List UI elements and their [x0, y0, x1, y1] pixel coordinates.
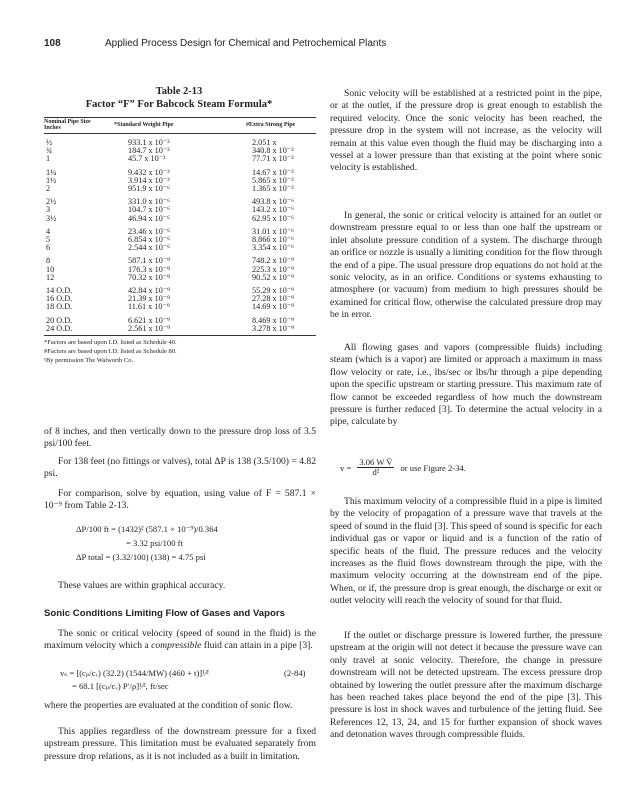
table-row: 6 2.544 x 10⁻⁶ 3.354 x 10⁻⁶ [46, 243, 294, 253]
left-paragraph-1: of 8 inches, and then vertically down to the pressure drop loss of 3.5 psi/100 feet. [44, 426, 316, 450]
table-row: 5 6.854 x 10⁻⁶ 8.866 x 10⁻⁶ [46, 235, 294, 245]
page-number: 108 [44, 38, 61, 49]
equation-sonic-velocity-simplified: = 68.1 [(cₚ/cᵥ) P′/ρ]¹⁄², ft/sec [72, 681, 169, 691]
equation-tail: or use Figure 2-34. [400, 462, 466, 473]
left-paragraph-3: For comparison, solve by equation, using value of F = 587.1 × 10⁻⁹ from Table 2-13. [44, 488, 316, 512]
equation-dp-per-100ft: ΔP/100 ft = (1432)² (587.1 × 10⁻⁹)/0.364 [76, 524, 218, 534]
equation-dp-result: = 3.32 psi/100 ft [126, 538, 183, 548]
table-row: 1 45.7 x 10⁻³ 77.71 x 10⁻³ [46, 154, 294, 164]
equation-dp-total: ΔP total = (3.32/100) (138) = 4.75 psi [76, 552, 206, 562]
factor-table [44, 117, 316, 336]
right-paragraph-5: If the outlet or discharge pressure is lowered further, the pressure upstream at the origin will not detect it because the pressure wave can only travel at sonic velocity. Therefore, the change in pressure downstream will not be detected upstream. The excess pressure drop obtained by lowering the outlet pressure after the maximum discharge has been reached takes place beyond the end of the pipe [3]. This pressure is lost in shock waves and turbulence of the jetting fluid. See References 12, 13, 24, and 15 for further expansion of shock waves and detonation waves through compressible fluids. [330, 630, 602, 741]
table-row: 14 O.D. 42.84 x 10⁻⁹ 55.29 x 10⁻⁹ [46, 286, 294, 296]
table-row: 16 O.D. 21.39 x 10⁻⁹ 27.28 x 10⁻⁹ [46, 294, 294, 304]
table-row: 1½ 3.914 x 10⁻³ 5.865 x 10⁻³ [46, 175, 294, 185]
table-row: 18 O.D. 11.61 x 10⁻⁹ 14.69 x 10⁻⁹ [46, 302, 294, 312]
velocity-equation [340, 458, 466, 477]
equation-sonic-velocity: vₛ = [(cₚ/cᵥ) (32.2) (1544/MW) (460 + t)]¹⁄² [60, 668, 209, 678]
right-paragraph-4: This maximum velocity of a compressible fluid in a pipe is limited by the velocity of propagation of a pressure wave that travels at the speed of sound in the fluid [3]. This speed of sound is specific for each individual gas or vapor or liquid and is a function of the ratio of specific heats of the fluid. The pressure reduces and the velocity increases as the fluid flows downstream through the pipe, with the maximum velocity occurring at the downstream end of the pipe. When, or if, the pressure drop is great enough, the discharge or exit or outlet velocity will reach the velocity of sound for that fluid. [330, 496, 602, 607]
table-label: Table 2-13 [155, 86, 203, 97]
left-paragraph-6: where the properties are evaluated at the condition of sonic flow. [44, 700, 293, 711]
table-row: 2 951.9 x 10⁻⁶ 1.365 x 10⁻³ [46, 184, 294, 194]
equation-denominator: d² [372, 467, 380, 477]
table-row: 1¼ 9.432 x 10⁻³ 14.67 x 10⁻³ [46, 167, 294, 177]
table-row: 8 587.1 x 10⁻⁹ 748.2 x 10⁻⁹ [46, 256, 294, 266]
table-footnote: *Factors are based upon I.D. listed as Schedule 40. [44, 339, 177, 346]
table-row: 4 23.46 x 10⁻⁶ 31.01 x 10⁻⁶ [46, 226, 294, 236]
equation-lhs: v = [340, 462, 352, 473]
table-row: 12 70.32 x 10⁻⁹ 90.52 x 10⁻⁹ [46, 272, 294, 282]
section-heading: Sonic Conditions Limiting Flow of Gases and Vapors [44, 608, 285, 619]
equation-number: (2-84) [284, 668, 306, 678]
left-paragraph-5: The sonic or critical velocity (speed of sound in the fluid) is the maximum velocity which a compressible fluid can attain in a pipe [3]. [44, 628, 316, 652]
table-row: ½ 933.1 x 10⁻³ 2.051 x [46, 138, 277, 147]
emphasis: compressible [151, 640, 202, 652]
right-paragraph-1: Sonic velocity will be established at a restricted point in the pipe, or at the outlet, if the pressure drop is great enough to establish the required velocity. Once the sonic velocity has been reached, the pressure drop in the system will not increase, as the velocity will remain at this value even though the fluid may be discharging into a vessel at a lower pressure than that existing at the point where sonic velocity is established. [330, 88, 602, 174]
table-row: ¾ 184.7 x 10⁻³ 340.8 x 10⁻³ [46, 146, 294, 156]
left-paragraph-2: For 138 feet (no fittings or valves), total ΔP is 138 (3.5/100) = 4.82 psi. [44, 456, 316, 480]
col-header-standard: *Standard Weight Pipe [106, 118, 236, 134]
right-paragraph-2: In general, the sonic or critical velocity is attained for an outlet or downstream pressure equal to or less than one half the upstream or inlet absolute pressure condition of a system. The discharge through an orifice or nozzle is usually a limiting condition for the flow through the end of a pipe. The usual pressure drop equations do not hold at the sonic velocity, as in an orifice. Conditions or systems exhausting to atmosphere (or vacuum) from medium to high pressures should be examined for critical flow, otherwise the calculated pressure drop may be in error. [330, 210, 602, 321]
table-row: 20 O.D. 6.621 x 10⁻⁹ 8.469 x 10⁻⁹ [46, 315, 294, 325]
table-footnote: #Factors are based upon I.D. listed as Schedule 80. [44, 348, 177, 355]
running-header: Applied Process Design for Chemical and Petrochemical Plants [105, 38, 387, 49]
col-header-size: Nominal Pipe Size Inches [44, 118, 106, 134]
table-row: 2½ 331.0 x 10⁻⁶ 493.8 x 10⁻⁶ [46, 197, 294, 207]
table-row: 10 176.3 x 10⁻⁹ 225.3 x 10⁻⁹ [46, 264, 294, 274]
left-paragraph-4: These values are within graphical accuracy. [58, 580, 226, 591]
col-header-extra-strong: #Extra Strong Pipe [236, 118, 316, 134]
table-footnote: ¹By permission The Walworth Co. [44, 357, 134, 364]
equation-fraction [357, 458, 394, 477]
equation-numerator: 3.06 W V̄ [359, 457, 393, 467]
table-row: 3 104.7 x 10⁻⁶ 143.2 x 10⁻⁶ [46, 205, 294, 215]
table-title: Factor “F” For Babcock Steam Formula* [85, 99, 273, 110]
left-paragraph-7: This applies regardless of the downstream pressure for a fixed upstream pressure. This limitation must be evaluated separately from pressure drop relations, as it is not included as a built in limitation. [44, 726, 316, 762]
right-paragraph-3: All flowing gases and vapors (compressible fluids) including steam (which is a vapor) are limited or approach a maximum in mass flow velocity or rate, i.e., lbs/sec or lbs/hr through a pipe depending upon the specific upstream or starting pressure. This maximum rate of flow cannot be exceeded regardless of how much the downstream pressure is further reduced [3]. To determine the actual velocity in a pipe, calculate by [330, 342, 602, 428]
table-row: 3½ 46.94 x 10⁻⁶ 62.95 x 10⁻⁶ [46, 213, 294, 223]
table-row: 24 O.D. 2.561 x 10⁻⁹ 3.278 x 10⁻⁹ [44, 325, 316, 336]
